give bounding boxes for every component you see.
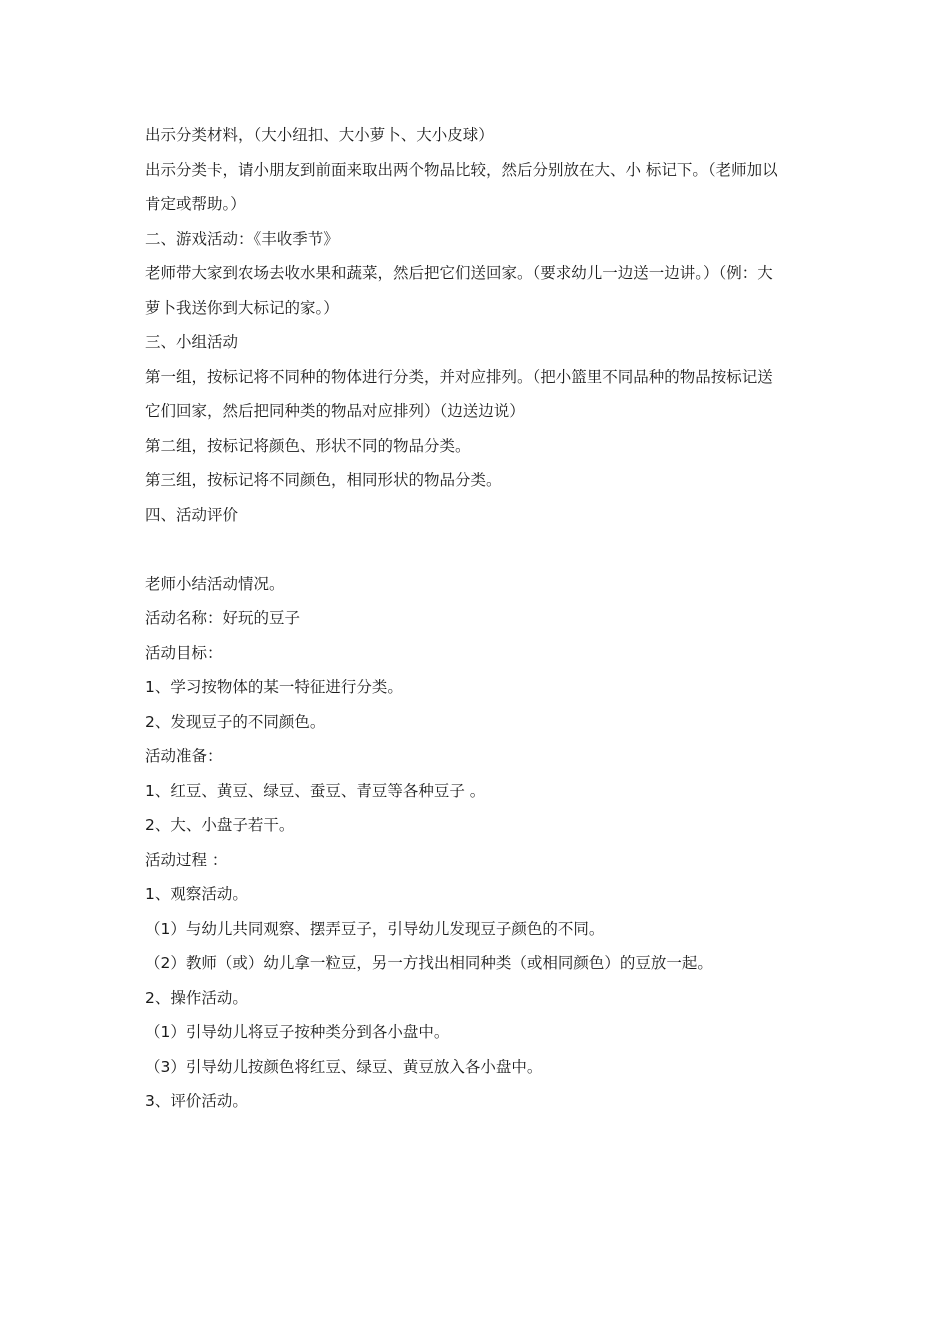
text-line: 出示分类材料，（大小纽扣、大小萝卜、大小皮球） (145, 126, 494, 144)
text-line: 肯定或帮助。） (145, 195, 246, 213)
blank-line (145, 532, 813, 567)
list-item: 2、大、小盘子若干。 (145, 816, 295, 834)
text-line: 萝卜我送你到大标记的家。） (145, 298, 339, 317)
section-heading: 活动目标： (145, 643, 223, 662)
activity-title: 活动名称：好玩的豆子 (145, 609, 301, 627)
list-item: 1、学习按物体的某一特征进行分类。 (145, 678, 403, 696)
section-heading: 四、活动评价 (145, 505, 239, 524)
text-line: 第一组，按标记将不同种的物体进行分类，并对应排列。（把小篮里不同品种的物品按标记送 (145, 367, 773, 386)
document-page (145, 118, 813, 1119)
list-item: 1、红豆、黄豆、绿豆、蚕豆、青豆等各种豆子 。 (145, 781, 486, 800)
section-heading: 活动过程 ： (145, 850, 228, 869)
sub-list-item: （3）引导幼儿按颜色将红豆、绿豆、黄豆放入各小盘中。 (145, 1057, 543, 1076)
list-item: 3、评价活动。 (145, 1092, 248, 1110)
section-heading: 三、小组活动 (145, 333, 239, 351)
list-item: 2、操作活动。 (145, 988, 248, 1007)
text-line: 第三组，按标记将不同颜色，相同形状的物品分类。 (145, 471, 502, 489)
list-item: 2、发现豆子的不同颜色。 (145, 712, 326, 731)
text-line: 它们回家，然后把同种类的物品对应排列）（边送边说） (145, 402, 525, 420)
section-heading: 活动准备： (145, 747, 223, 765)
sub-list-item: （1）引导幼儿将豆子按种类分到各小盘中。 (145, 1023, 450, 1041)
text-line: 第二组，按标记将颜色、形状不同的物品分类。 (145, 436, 471, 455)
sub-list-item: （1）与幼儿共同观察、摆弄豆子，引导幼儿发现豆子颜色的不同。 (145, 919, 605, 938)
sub-list-item: （2）教师（或）幼儿拿一粒豆，另一方找出相同种类（或相同颜色）的豆放一起。 (145, 954, 713, 972)
list-item: 1、观察活动。 (145, 885, 248, 903)
text-line: 老师小结活动情况。 (145, 574, 285, 593)
text-line: 老师带大家到农场去收水果和蔬菜，然后把它们送回家。（要求幼儿一边送一边讲。）（例：大 (145, 264, 773, 282)
text-line: 出示分类卡，请小朋友到前面来取出两个物品比较，然后分别放在大、小 标记下。（老师加以 (145, 160, 778, 179)
section-heading: 二、游戏活动：《丰收季节》 (145, 229, 339, 248)
